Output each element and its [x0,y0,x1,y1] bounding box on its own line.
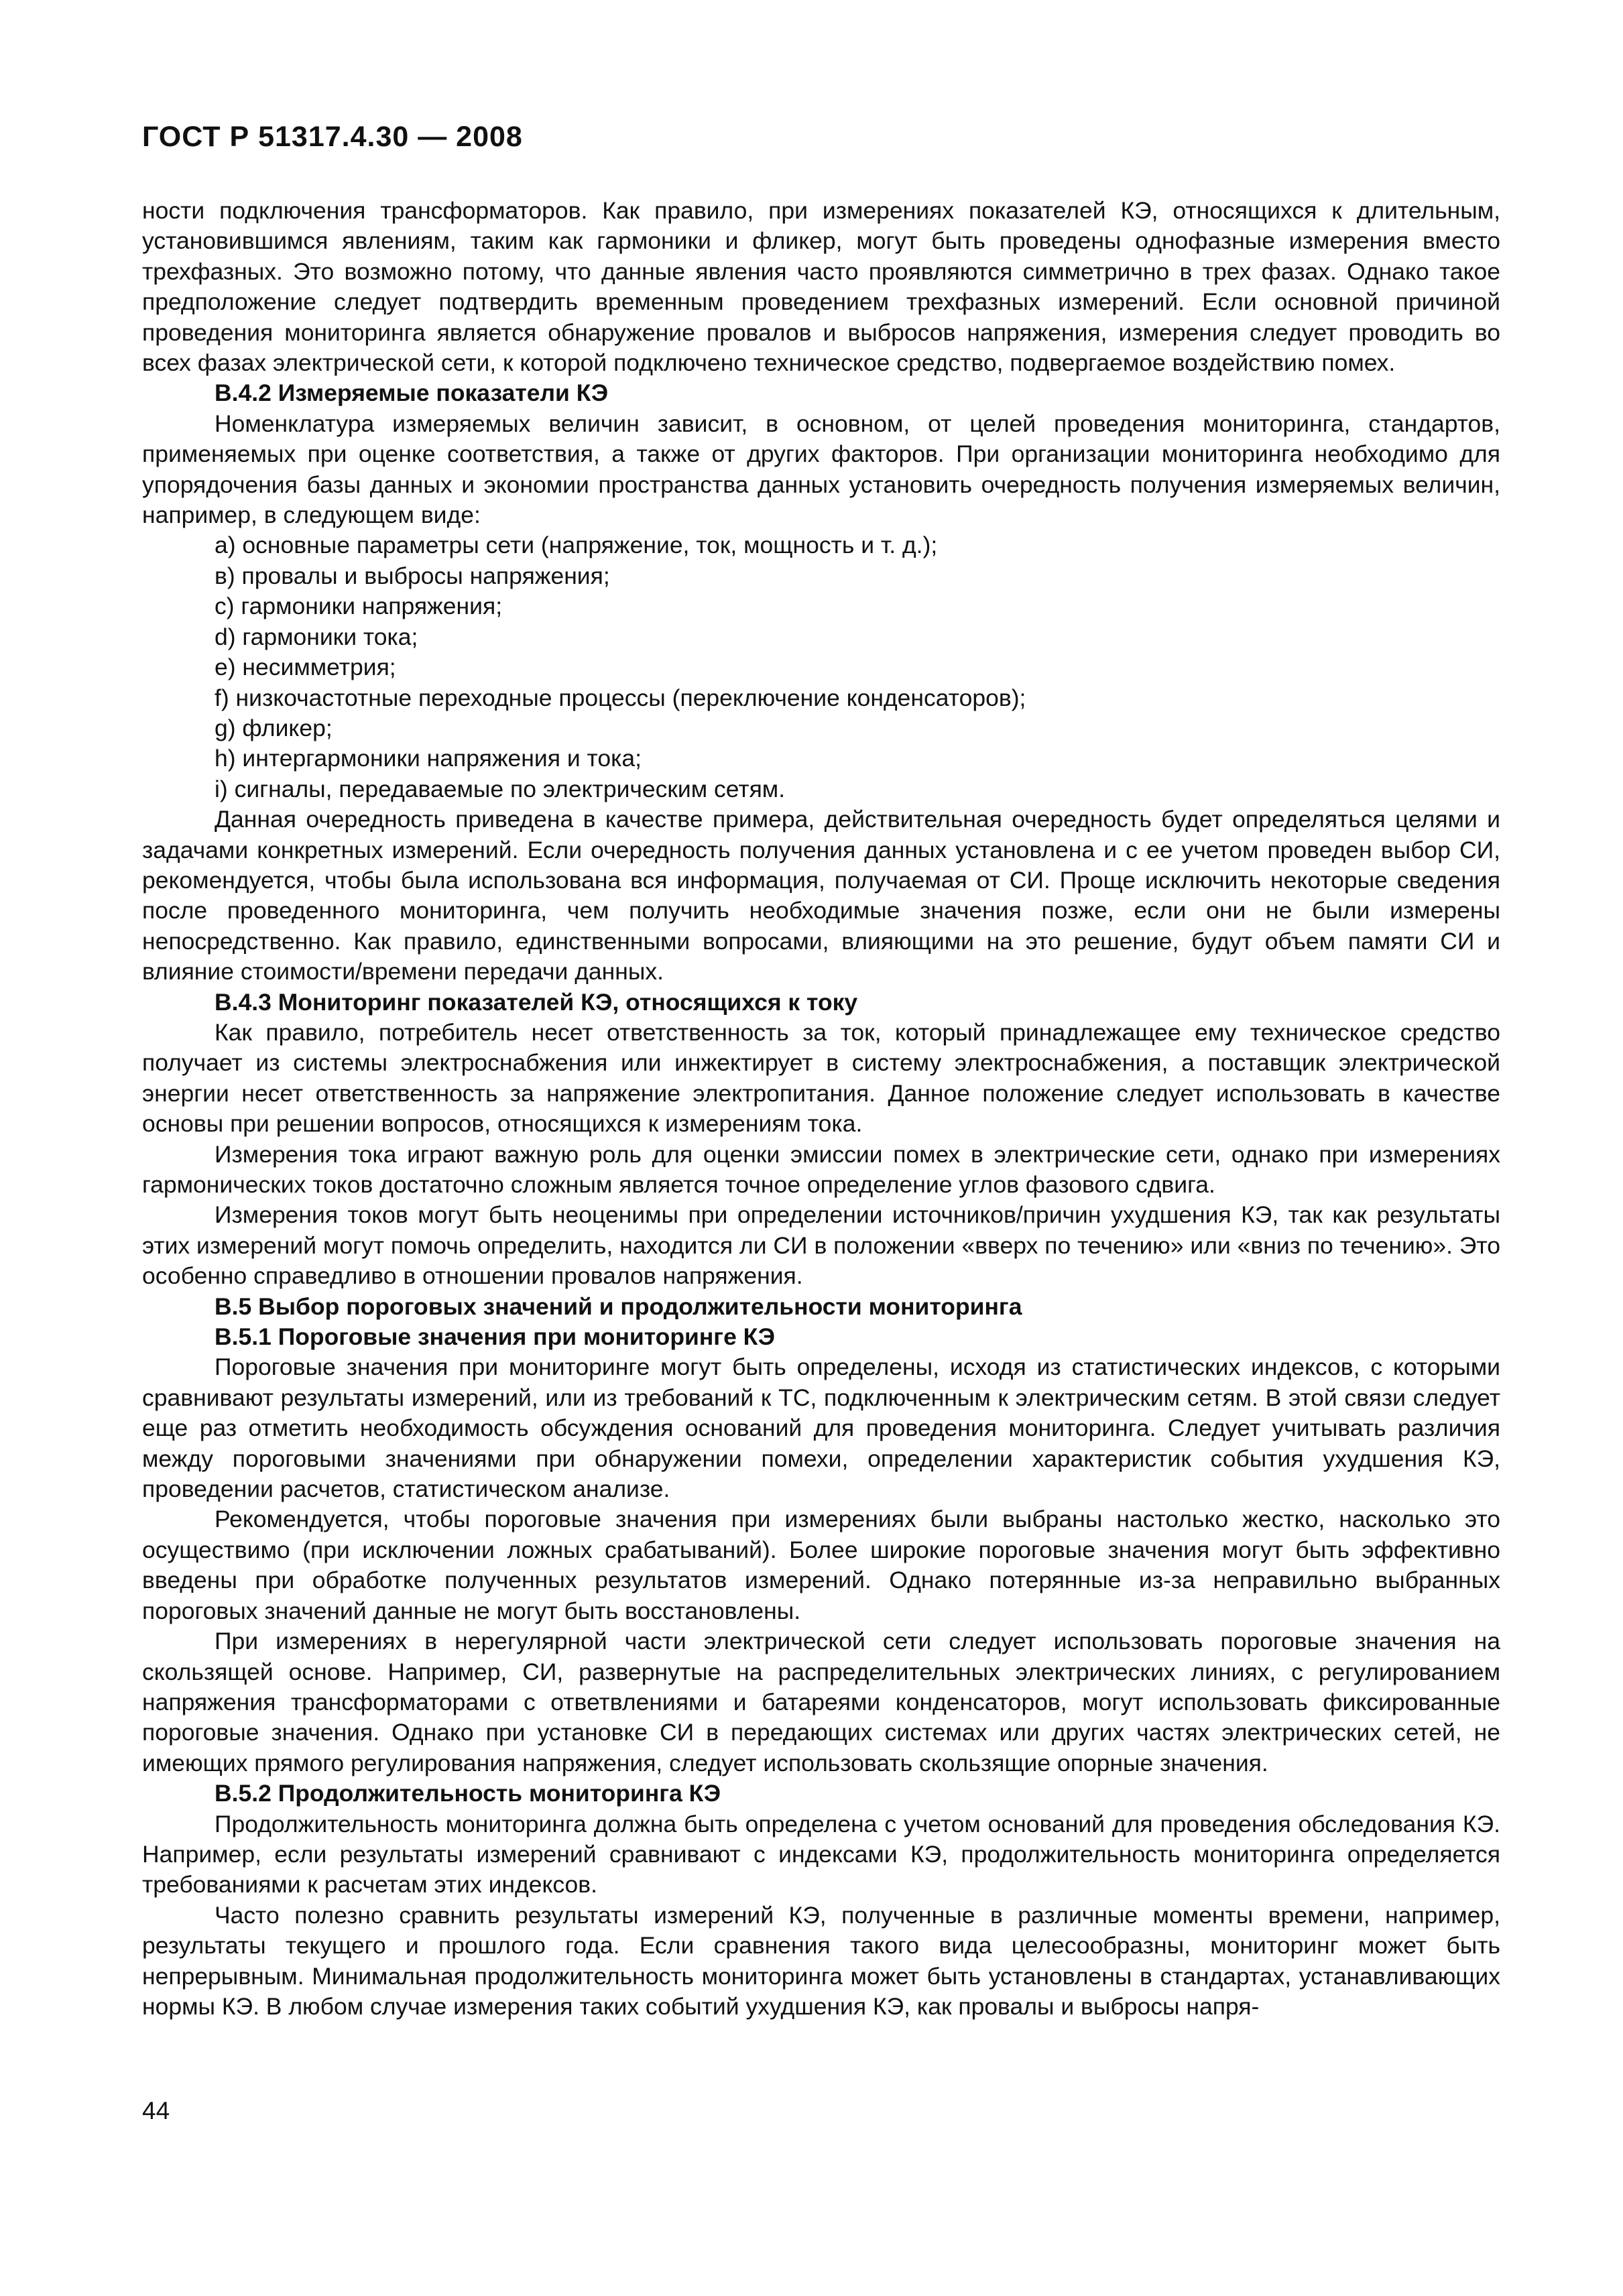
list-item: d) гармоники тока; [215,623,418,650]
paragraph: Пороговые значения при мониторинге могут быть определены, исходя из статистических индексов, с которыми сравнивают результаты измерений, или из требований к ТС, подключенным к электрическим сетям. В этой связи следует еще раз отметить необходимость обсуждения оснований для проведения мониторинга. Следует учитывать различия между пороговыми значениями при обнаружении помехи, определении характеристик события ухудшения КЭ, проведении расчетов, статистическом анализе. [142,1353,1500,1503]
paragraph: При измерениях в нерегулярной части электрической сети следует использовать пороговые значения на скользящей основе. Например, СИ, развернутые на распределительных электрических линиях, с регулированием напряжения трансформаторами с ответвлениями и батареями конденсаторов, могут использовать фиксированные пороговые значения. Однако при установке СИ в передающих системах или других частях электрических сетей, не имеющих прямого регулирования напряжения, следует использовать скользящие опорные значения. [142,1628,1500,1776]
list-item: а) основные параметры сети (напряжение, ток, мощность и т. д.); [215,532,938,559]
page-number: 44 [142,2097,170,2124]
list-item: h) интергармоники напряжения и тока; [215,745,642,772]
document-header: ГОСТ Р 51317.4.30 — 2008 [142,121,523,153]
paragraph-continuation: ности подключения трансформаторов. Как правило, при измерениях показателей КЭ, относящихся к длительным, установившимся явлениям, таким как гармоники и фликер, могут быть проведены однофазные измерения вместо трехфазных. Это возможно потому, что данные явления часто проявляются симметрично в трех фазах. Однако такое предположение следует подтвердить временным проведением трехфазных измерений. Если основной причиной проведения мониторинга является обнаружение провалов и выбросов напряжения, измерения следует проводить во всех фазах электрической сети, к которой подключено техническое средство, подвергаемое воздействию помех. [142,197,1500,377]
paragraph: Данная очередность приведена в качестве примера, действительная очередность будет определяться целями и задачами конкретных измерений. Если очередность получения данных установлена и с ее учетом проведен выбор СИ, рекомендуется, чтобы была использована вся информация, получаемая от СИ. Проще исключить некоторые сведения после проведенного мониторинга, чем получить необходимые значения позже, если они не были измерены непосредственно. Как правило, единственными вопросами, влияющими на это решение, будут объем памяти СИ и влияние стоимости/времени передачи данных. [142,806,1500,985]
section-heading-b43: В.4.3 Мониторинг показателей КЭ, относящихся к току [215,988,858,1016]
document-body [142,196,1500,2022]
list-item: i) сигналы, передаваемые по электрическим сетям. [215,775,786,802]
section-heading-b51: В.5.1 Пороговые значения при мониторинге КЭ [215,1323,776,1351]
paragraph: Номенклатура измеряемых величин зависит, в основном, от целей проведения мониторинга, стандартов, применяемых при оценке соответствия, а также от других факторов. При организации мониторинга необходимо для упорядочения базы данных и экономии пространства данных установить очередность получения измеряемых величин, например, в следующем виде: [142,410,1500,529]
section-heading-b5: В.5 Выбор пороговых значений и продолжительности мониторинга [215,1292,1022,1320]
paragraph: Часто полезно сравнить результаты измерений КЭ, полученные в различные моменты времени, например, результаты текущего и прошлого года. Если сравнения такого вида целесообразны, мониторинг может быть непрерывным. Минимальная продолжительность мониторинга может быть установлены в стандартах, устанавливающих нормы КЭ. В любом случае измерения таких событий ухудшения КЭ, как провалы и выбросы напря- [142,1901,1500,2020]
list-item: g) фликер; [215,714,333,741]
paragraph: Продолжительность мониторинга должна быть определена с учетом оснований для проведения обследования КЭ. Например, если результаты измерений сравнивают с индексами КЭ, продолжительность мониторинга определяется требованиями к расчетам этих индексов. [142,1810,1500,1898]
list-item: f) низкочастотные переходные процессы (переключение конденсаторов); [215,684,1026,711]
list-item: в) провалы и выбросы напряжения; [215,562,610,589]
paragraph: Измерения тока играют важную роль для оценки эмиссии помех в электрические сети, однако при измерениях гармонических токов достаточно сложным является точное определение углов фазового сдвига. [142,1140,1500,1198]
paragraph: Измерения токов могут быть неоценимы при определении источников/причин ухудшения КЭ, так как результаты этих измерений могут помочь определить, находится ли СИ в положении «вверх по течению» или «вниз по течению». Это особенно справедливо в отношении провалов напряжения. [142,1201,1500,1290]
paragraph: Рекомендуется, чтобы пороговые значения при измерениях были выбраны настолько жестко, насколько это осуществимо (при исключении ложных срабатываний). Более широкие пороговые значения могут быть эффективно введены при обработке полученных результатов измерений. Однако потерянные из-за неправильно выбранных пороговых значений данные не могут быть восстановлены. [142,1506,1500,1624]
list-item: с) гармоники напряжения; [215,593,503,620]
section-heading-b42: В.4.2 Измеряемые показатели КЭ [215,379,609,407]
paragraph: Как правило, потребитель несет ответственность за ток, который принадлежащее ему техническое средство получает из системы электроснабжения или инжектирует в систему электроснабжения, а поставщик электрической энергии несет ответственность за напряжение электропитания. Данное положение следует использовать в качестве основы при решении вопросов, относящихся к измерениям тока. [142,1018,1500,1138]
section-heading-b52: В.5.2 Продолжительность мониторинга КЭ [215,1780,721,1807]
list-item: е) несимметрия; [215,654,396,681]
